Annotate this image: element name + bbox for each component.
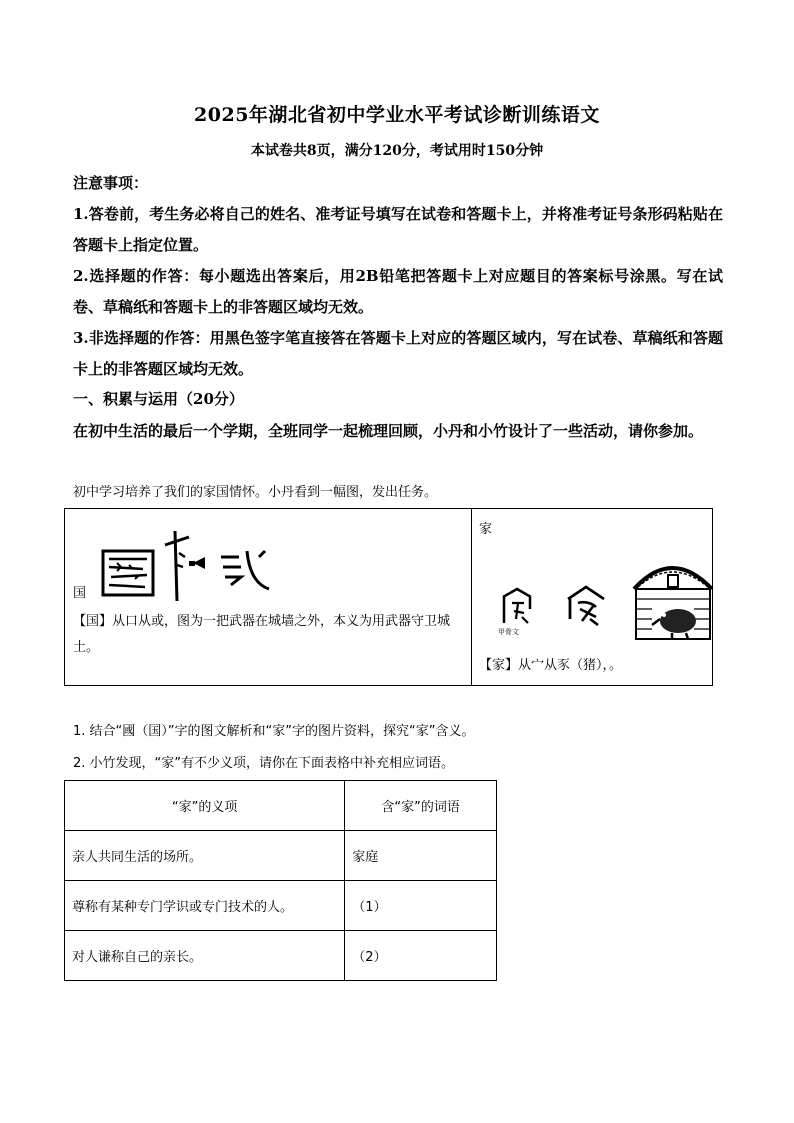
word-cell: （2） — [345, 931, 497, 981]
section-heading: 一、积累与运用（20分） — [73, 390, 244, 408]
character-picture-table — [64, 508, 713, 686]
note-3: 3.非选择题的作答：用黑色签字笔直接答在答题卡上对应的答题区域内，写在试卷、草稿纸和答题卡上的非答题区域均无效。 — [73, 329, 723, 378]
header-meaning: “家”的义项 — [65, 781, 345, 831]
page-title: 2025年湖北省初中学业水平考试诊断训练语文 — [194, 104, 600, 126]
table-row — [65, 931, 497, 981]
notes-heading: 注意事项： — [73, 174, 149, 192]
meaning-cell: 对人谦称自己的亲长。 — [65, 931, 345, 981]
jia-oracle-image — [500, 585, 534, 627]
page-subtitle: 本试卷共8页，满分120分，考试用时150分钟 — [250, 143, 544, 159]
word-cell: （1） — [345, 881, 497, 931]
task-intro: 初中学习培养了我们的家国情怀。小丹看到一幅图，发出任务。 — [73, 485, 438, 500]
meaning-word-table — [64, 780, 497, 981]
table-header-row — [65, 781, 497, 831]
section-intro: 在初中生活的最后一个学期，全班同学一起梳理回顾，小丹和小竹设计了一些活动，请你参加。 — [73, 422, 704, 440]
guo-cell — [65, 509, 472, 685]
table-row — [65, 831, 497, 881]
jia-oracle-caption: 甲骨文 — [498, 628, 519, 636]
jia-cell — [472, 509, 712, 685]
word-cell: 家庭 — [345, 831, 497, 881]
question-2: 2. 小竹发现，“家”有不少义项，请你在下面表格中补充相应词语。 — [73, 756, 455, 771]
jia-label: 家 — [479, 522, 493, 537]
note-2: 2.选择题的作答：每小题选出答案后，用2B铅笔把答题卡上对应题目的答案标号涂黑。写在试卷、草稿纸和答题卡上的非答题区域均无效。 — [73, 267, 723, 316]
jia-bronze-image — [566, 583, 606, 627]
guo-label: 国 — [73, 586, 87, 601]
question-1: 1. 结合“國（国）”字的图文解析和“家”字的图片资料，探究“家”含义。 — [73, 724, 475, 739]
table-row — [65, 881, 497, 931]
header-words: 含“家”的词语 — [345, 781, 497, 831]
jia-description: 【家】从宀从豕（猪），。 — [479, 658, 623, 673]
guo-description: 【国】从口从或，图为一把武器在城墙之外，本义为用武器守卫城土。 — [73, 614, 451, 655]
meaning-cell: 亲人共同生活的场所。 — [65, 831, 345, 881]
jia-house-pig-image — [632, 553, 714, 641]
meaning-cell: 尊称有某种专门学识或专门技术的人。 — [65, 881, 345, 931]
note-1: 1.答卷前，考生务必将自己的姓名、准考证号填写在试卷和答题卡上，并将准考证号条形码粘贴在答题卡上指定位置。 — [73, 205, 723, 254]
guo-evolution-image — [99, 523, 299, 603]
